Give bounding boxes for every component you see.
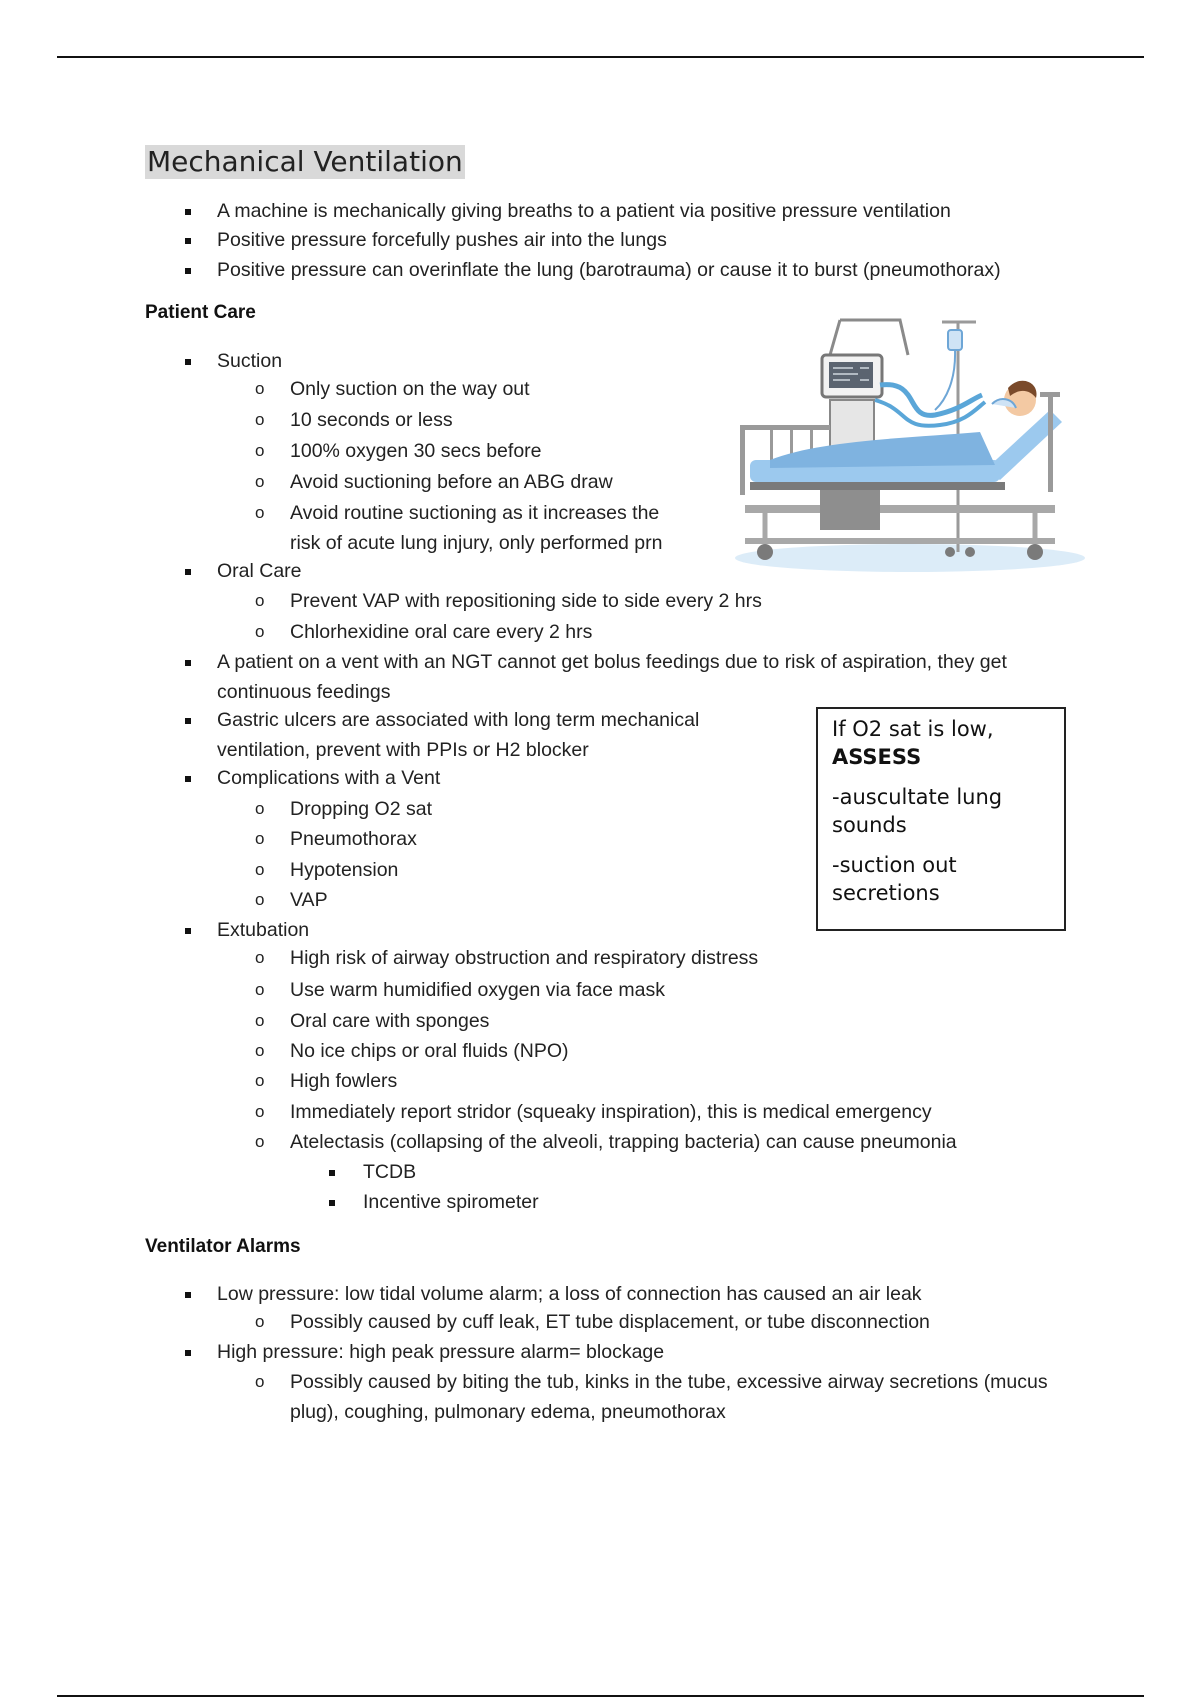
sub-bullet-marker: o — [255, 1041, 265, 1060]
callout-emphasis: ASSESS — [832, 745, 922, 769]
sub-bullet-marker: o — [255, 410, 265, 429]
list-item: Hypotension — [290, 859, 399, 881]
sub-bullet-marker: o — [255, 980, 265, 999]
sub-bullet-marker: o — [255, 503, 265, 522]
sub-bullet-marker: o — [255, 1312, 265, 1331]
list-item-ngt: A patient on a vent with an NGT cannot get bolus feedings due to risk of aspiration, they get — [217, 651, 1007, 673]
header-rule — [57, 56, 1144, 58]
list-item-continued: plug), coughing, pulmonary edema, pneumothorax — [290, 1401, 726, 1423]
sub-bullet-marker: o — [255, 379, 265, 398]
list-item-complications: Complications with a Vent — [217, 767, 441, 789]
sub-bullet-marker: o — [255, 829, 265, 848]
list-item: Prevent VAP with repositioning side to side every 2 hrs — [290, 590, 762, 612]
sub-bullet-marker: o — [255, 1071, 265, 1090]
sub-bullet-marker: o — [255, 622, 265, 641]
sub-bullet-marker: o — [255, 472, 265, 491]
sub-bullet-marker: o — [255, 890, 265, 909]
list-item: High fowlers — [290, 1070, 398, 1092]
sub-bullet-marker: o — [255, 799, 265, 818]
list-item: No ice chips or oral fluids (NPO) — [290, 1040, 569, 1062]
sub-bullet-marker: o — [255, 441, 265, 460]
page-title: Mechanical Ventilation — [147, 145, 463, 178]
sub-bullet-marker: o — [255, 591, 265, 610]
list-item: Pneumothorax — [290, 828, 417, 850]
callout-box — [816, 707, 1066, 931]
bullet-marker — [185, 258, 191, 282]
sub-bullet-marker: o — [255, 1372, 265, 1391]
bullet-marker — [185, 349, 191, 373]
bullet-marker — [185, 199, 191, 223]
list-item: Use warm humidified oxygen via face mask — [290, 979, 665, 1001]
list-item: 100% oxygen 30 secs before — [290, 440, 542, 462]
intro-bullet: Positive pressure can overinflate the lung (barotrauma) or cause it to burst (pneumothorax) — [217, 259, 1001, 281]
sub-bullet-marker: o — [255, 860, 265, 879]
sub-bullet-marker: o — [255, 948, 265, 967]
bullet-marker — [185, 559, 191, 583]
list-item-oral-care: Oral Care — [217, 560, 302, 582]
list-item: Avoid routine suctioning as it increases the — [290, 502, 660, 524]
callout-item: -suction out secretions — [832, 853, 957, 905]
list-item-continued: ventilation, prevent with PPIs or H2 blocker — [217, 739, 589, 761]
list-item-continued: continuous feedings — [217, 681, 391, 703]
list-item-continued: risk of acute lung injury, only performed prn — [290, 532, 663, 554]
bullet-marker — [185, 228, 191, 252]
list-item: Possibly caused by biting the tub, kinks in the tube, excessive airway secretions (mucus — [290, 1371, 1048, 1393]
bullet-marker — [185, 918, 191, 942]
bullet-marker — [185, 766, 191, 790]
bullet-marker — [185, 1340, 191, 1364]
list-item: Dropping O2 sat — [290, 798, 432, 820]
list-item-low-pressure: Low pressure: low tidal volume alarm; a loss of connection has caused an air leak — [217, 1283, 922, 1305]
list-item: 10 seconds or less — [290, 409, 453, 431]
list-item-high-pressure: High pressure: high peak pressure alarm= blockage — [217, 1341, 665, 1363]
section-heading-ventilator-alarms: Ventilator Alarms — [145, 1236, 301, 1257]
bullet-marker — [185, 708, 191, 732]
list-item: TCDB — [363, 1161, 417, 1183]
list-item: VAP — [290, 889, 328, 911]
list-item: Immediately report stridor (squeaky inspiration), this is medical emergency — [290, 1101, 932, 1123]
sub-bullet-marker: o — [255, 1102, 265, 1121]
list-item: Incentive spirometer — [363, 1191, 539, 1213]
list-item: Only suction on the way out — [290, 378, 530, 400]
bullet-marker — [329, 1190, 335, 1214]
list-item: Avoid suctioning before an ABG draw — [290, 471, 613, 493]
list-item-suction: Suction — [217, 350, 283, 372]
footer-rule — [57, 1695, 1144, 1697]
list-item: Chlorhexidine oral care every 2 hrs — [290, 621, 593, 643]
list-item-gastric: Gastric ulcers are associated with long term mechanical — [217, 709, 700, 731]
bullet-marker — [329, 1160, 335, 1184]
section-heading-patient-care: Patient Care — [145, 302, 256, 323]
bullet-marker — [185, 650, 191, 674]
list-item: Possibly caused by cuff leak, ET tube displacement, or tube disconnection — [290, 1311, 930, 1333]
list-item: High risk of airway obstruction and respiratory distress — [290, 947, 759, 969]
list-item-extubation: Extubation — [217, 919, 310, 941]
sub-bullet-marker: o — [255, 1132, 265, 1151]
callout-line: If O2 sat is low, — [832, 717, 994, 741]
intro-bullet: Positive pressure forcefully pushes air into the lungs — [217, 229, 667, 251]
callout-item: -auscultate lung sounds — [832, 785, 1003, 837]
ventilator-patient-illustration — [730, 300, 1090, 590]
bullet-marker — [185, 1282, 191, 1306]
list-item: Oral care with sponges — [290, 1010, 490, 1032]
intro-bullet: A machine is mechanically giving breaths to a patient via positive pressure ventilation — [217, 200, 951, 222]
list-item: Atelectasis (collapsing of the alveoli, trapping bacteria) can cause pneumonia — [290, 1131, 957, 1153]
sub-bullet-marker: o — [255, 1011, 265, 1030]
